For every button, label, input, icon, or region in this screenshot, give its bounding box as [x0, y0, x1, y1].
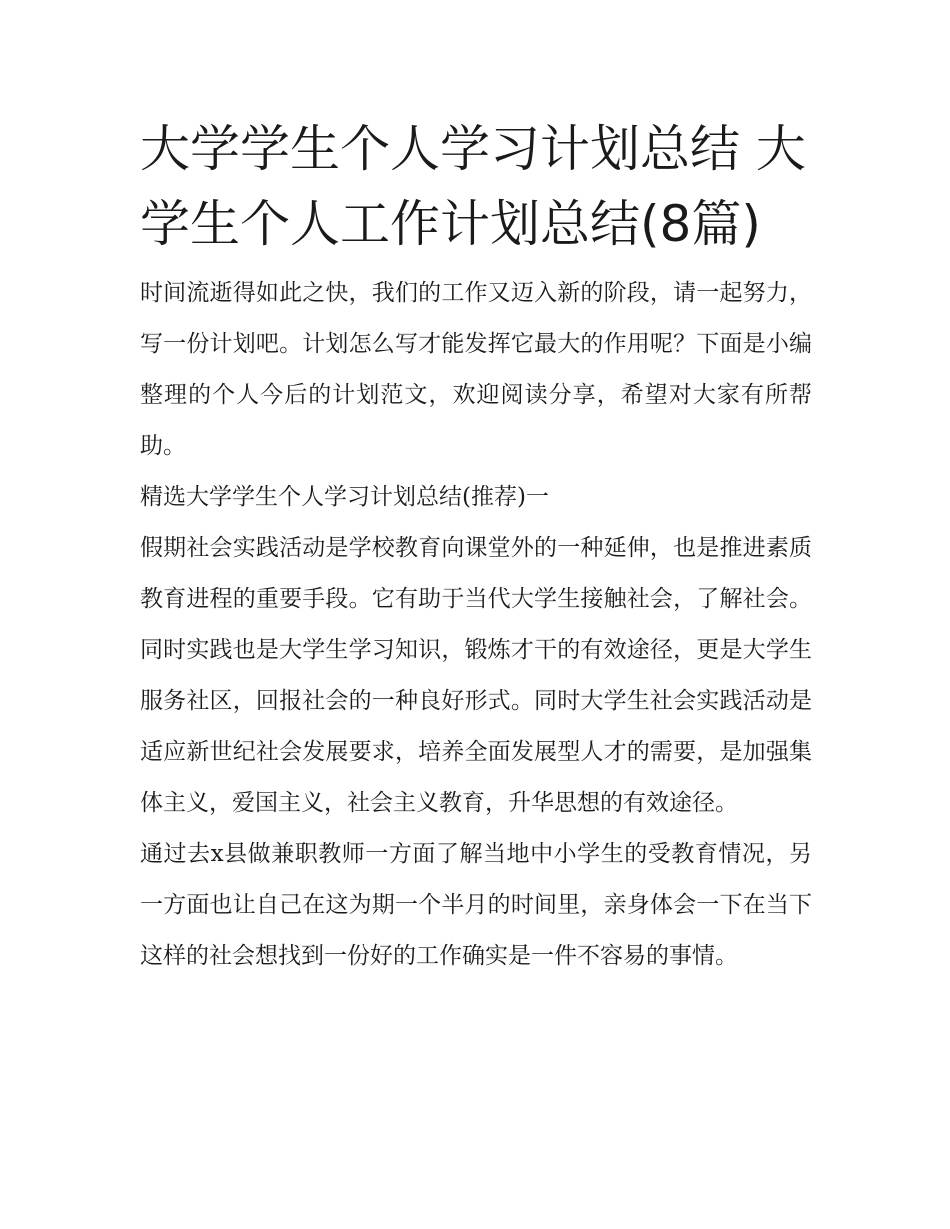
body-paragraph: 假期社会实践活动是学校教育向课堂外的一种延伸，也是推进素质教育进程的重要手段。它有助于当代大学生接触社会，了解社会。同时实践也是大学生学习知识，锻炼才干的有效途径，更是大学生服务社区，回报社会的一种良好形式。同时大学生社会实践活动是适应新世纪社会发展要求，培养全面发展型人才的需要，是加强集体主义，爱国主义，社会主义教育，升华思想的有效途径。 — [140, 535, 812, 816]
document-page — [140, 112, 812, 982]
section-heading: 精选大学学生个人学习计划总结(推荐)一 — [140, 484, 549, 510]
body-paragraph: 通过去x县做兼职教师一方面了解当地中小学生的受教育情况，另一方面也让自己在这为期一个半月的时间里，亲身体会一下在当下这样的社会想找到一份好的工作确实是一件不容易的事情。 — [140, 841, 812, 969]
intro-paragraph: 时间流逝得如此之快，我们的工作又迈入新的阶段，请一起努力，写一份计划吧。计划怎么写才能发挥它最大的作用呢？下面是小编整理的个人今后的计划范文，欢迎阅读分享，希望对大家有所帮助。 — [140, 280, 812, 459]
document-title: 大学学生个人学习计划总结 大学生个人工作计划总结(8篇) — [140, 120, 806, 253]
